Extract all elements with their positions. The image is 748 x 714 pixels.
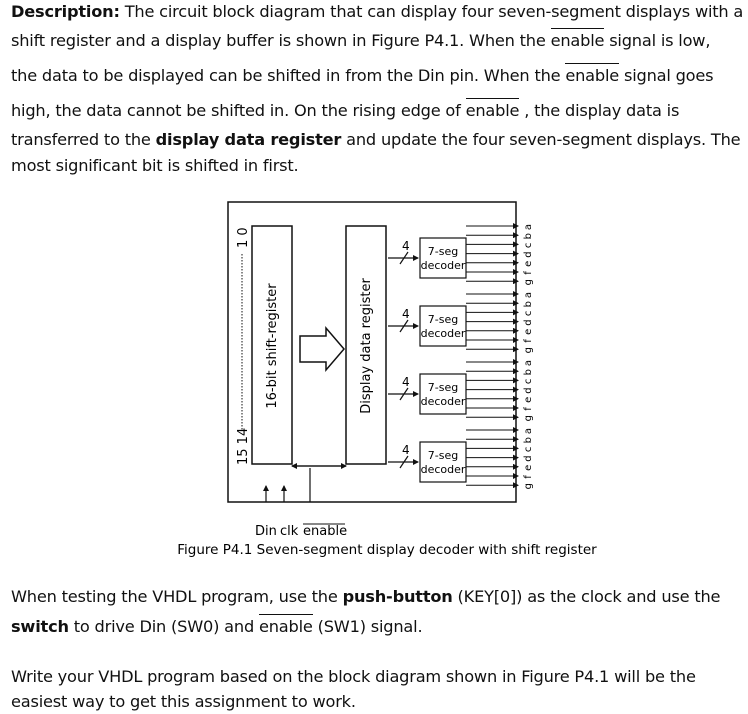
- closing-paragraph: [11, 664, 743, 714]
- description-line-5: transferred to the display data register and update the four seven-segment displays. The: [11, 130, 741, 149]
- description-line-6: most significant bit is shifted in first.: [11, 156, 299, 175]
- segment-label: a: [523, 223, 534, 231]
- segment-label: e: [523, 328, 534, 335]
- bit-label-high: 15 14: [236, 427, 251, 465]
- closing-line-2: easiest way to get this assignment to work.: [11, 692, 356, 711]
- segment-label: a: [523, 291, 534, 299]
- testing-line-2: switch to drive Din (SW0) and enable (SW1) signal.: [11, 612, 743, 642]
- shift-register-label: 16-bit shift-register: [265, 283, 280, 409]
- decoder-unit: [388, 428, 534, 489]
- decoder-label-line1: 7-seg: [427, 245, 459, 258]
- segment-label: g: [523, 483, 534, 490]
- decoder-label-line2: decoder: [420, 327, 466, 340]
- description-line-1: Description: The circuit block diagram that can display four seven-segment displays with a: [11, 2, 744, 21]
- circuit-diagram: [0, 190, 748, 565]
- decoder-label-line1: 7-seg: [427, 449, 459, 462]
- segment-label: d: [523, 387, 534, 394]
- testing-paragraph: [11, 582, 743, 642]
- decoder-group: [388, 224, 534, 489]
- decoder-unit: [388, 292, 534, 353]
- decoder-label-line1: 7-seg: [427, 381, 459, 394]
- segment-label: f: [523, 271, 534, 275]
- display-register-label: Display data register: [359, 278, 374, 414]
- segment-label: c: [523, 242, 534, 249]
- transfer-arrow: [300, 328, 344, 370]
- decoder-box: [420, 238, 466, 278]
- segment-label: e: [523, 396, 534, 403]
- bus-width-label: 4: [402, 443, 410, 457]
- segment-label: a: [523, 359, 534, 367]
- segment-label: g: [523, 347, 534, 354]
- figure-caption: Figure P4.1 Seven-segment display decoder with shift register: [177, 542, 597, 558]
- segment-label: f: [523, 407, 534, 411]
- segment-label: b: [523, 369, 534, 376]
- segment-label: b: [523, 233, 534, 240]
- segment-label: e: [523, 464, 534, 471]
- segment-label: g: [523, 415, 534, 422]
- bit-label-low: 1 0: [236, 227, 251, 248]
- bus-width-label: 4: [402, 375, 410, 389]
- segment-label: g: [523, 279, 534, 286]
- segment-label: b: [523, 437, 534, 444]
- enable-overline: enable: [466, 96, 520, 125]
- bus-width-label: 4: [402, 239, 410, 253]
- segment-label: d: [523, 251, 534, 258]
- segment-label: d: [523, 455, 534, 462]
- decoder-box: [420, 306, 466, 346]
- enable-overline: enable: [565, 61, 619, 90]
- decoder-label-line2: decoder: [420, 395, 466, 408]
- segment-label: d: [523, 319, 534, 326]
- segment-label: e: [523, 260, 534, 267]
- segment-label: f: [523, 475, 534, 479]
- description-paragraph: [11, 0, 743, 178]
- description-line-2: shift register and a display buffer is shown in Figure P4.1. When the enable signal is low,: [11, 26, 743, 55]
- din-label: Din: [255, 524, 277, 539]
- segment-label: c: [523, 310, 534, 317]
- decoder-label-line2: decoder: [420, 259, 466, 272]
- bus-width-label: 4: [402, 307, 410, 321]
- decoder-box: [420, 374, 466, 414]
- segment-label: b: [523, 301, 534, 308]
- enable-overline: enable: [259, 612, 313, 642]
- decoder-label-line2: decoder: [420, 463, 466, 476]
- enable-input-label: enable: [303, 524, 348, 539]
- decoder-box: [420, 442, 466, 482]
- description-line-3: the data to be displayed can be shifted in from the Din pin. When the enable signal goes: [11, 61, 743, 90]
- description-label: Description: [11, 2, 114, 21]
- segment-label: f: [523, 339, 534, 343]
- segment-label: a: [523, 427, 534, 435]
- enable-overline: enable: [551, 26, 605, 55]
- closing-line-1: Write your VHDL program based on the block diagram shown in Figure P4.1 will be the: [11, 667, 696, 686]
- decoder-unit: [388, 360, 534, 421]
- decoder-label-line1: 7-seg: [427, 313, 459, 326]
- clk-label: clk: [280, 524, 299, 539]
- decoder-unit: [388, 224, 534, 285]
- segment-label: c: [523, 378, 534, 385]
- description-line-4: high, the data cannot be shifted in. On the rising edge of enable , the display data is: [11, 96, 743, 125]
- segment-label: c: [523, 446, 534, 453]
- testing-line-1: When testing the VHDL program, use the push-button (KEY[0]) as the clock and use the: [11, 587, 721, 606]
